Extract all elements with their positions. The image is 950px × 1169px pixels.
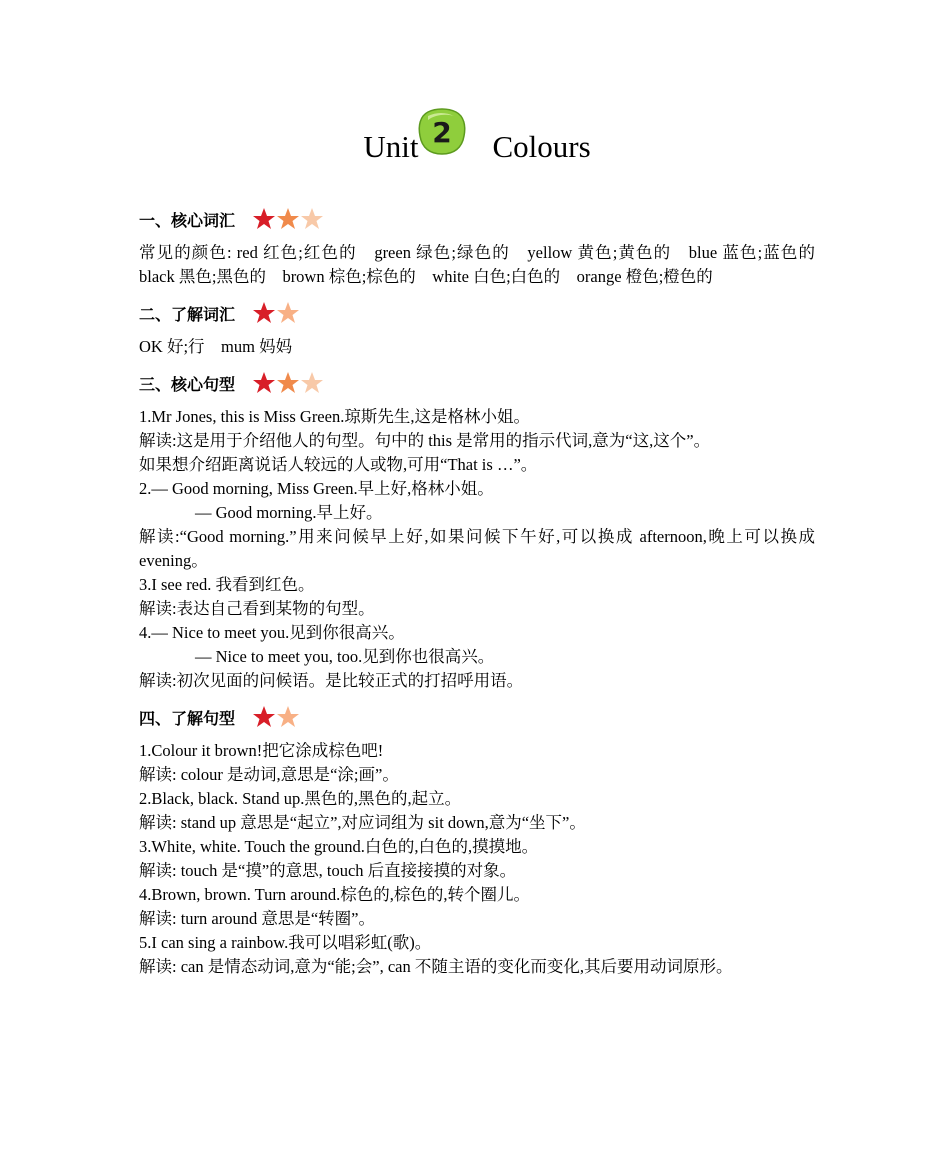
explanation: 如果想介绍距离说话人较远的人或物,可用“That is …”。 [139,455,538,474]
star-icon [251,371,277,395]
sentence-item: 2.Black, black. Stand up.黑色的,黑色的,起立。 [139,789,462,808]
explanation: 解读:这是用于介绍他人的句型。句中的 this 是常用的指示代词,意为“这,这个”。 [139,431,711,450]
explanation: 解读: stand up 意思是“起立”,对应词组为 sit down,意为“坐下”。 [139,813,586,832]
vocabulary-text: 常见的颜色: red 红色;红色的 green 绿色;绿色的 yellow 黄色;黄色的 blue 蓝色;蓝色的 black 黑色;黑色的 brown 棕色;棕色的 white 白色;白色的 orange 橙色;橙色的 [139,243,832,286]
sentence-reply: — Nice to meet you, too.见到你也很高兴。 [195,647,495,666]
star-icon [251,207,277,231]
explanation: 解读: touch 是“摸”的意思, touch 后直接接摸的对象。 [139,861,517,880]
explanation: 解读: turn around 意思是“转圈”。 [139,909,376,928]
difficulty-stars [251,705,299,729]
star-icon [275,371,301,395]
star-icon [275,301,301,325]
star-icon [299,371,325,395]
unit-label: Unit [363,128,419,164]
unit-title [139,114,815,174]
explanation: 解读:初次见面的问候语。是比较正式的打招呼用语。 [139,671,524,690]
star-icon [251,301,277,325]
sentence-reply: — Good morning.早上好。 [195,503,383,522]
content [139,195,832,979]
section-heading-extra-vocabulary: 二、了解词汇 [139,297,815,329]
section-heading-extra-sentences: 四、了解句型 [139,701,815,733]
section-heading-core-vocabulary: 一、核心词汇 [139,203,815,235]
star-icon [275,207,301,231]
sentence-item: 1.Colour it brown!把它涂成棕色吧! [139,741,384,760]
sentence-item: 5.I can sing a rainbow.我可以唱彩虹(歌)。 [139,933,432,952]
sentence-item: 4.— Nice to meet you.见到你很高兴。 [139,623,405,642]
sentence-item: 3.White, white. Touch the ground.白色的,白色的,摸摸地。 [139,837,539,856]
star-icon [275,705,301,729]
unit-number: 2 [432,115,453,149]
star-icon [251,705,277,729]
extra-vocabulary-text: OK 好;行 mum 妈妈 [139,337,293,356]
difficulty-stars [251,371,323,395]
explanation: 解读:表达自己看到某物的句型。 [139,599,375,618]
sentence-item: 2.— Good morning, Miss Green.早上好,格林小姐。 [139,479,494,498]
difficulty-stars [251,207,323,231]
sentence-item: 3.I see red. 我看到红色。 [139,575,315,594]
explanation: 解读:“Good morning.”用来问候早上好,如果问候下午好,可以换成 afternoon,晚上可以换成 evening。 [139,527,815,570]
star-icon [299,207,325,231]
sentence-item: 4.Brown, brown. Turn around.棕色的,棕色的,转个圈儿。 [139,885,530,904]
difficulty-stars [251,301,299,325]
section-heading-core-sentences: 三、核心句型 [139,367,815,399]
explanation: 解读: colour 是动词,意思是“涂;画”。 [139,765,399,784]
unit-name: Colours [492,128,591,164]
unit-number-badge [418,108,462,152]
explanation: 解读: can 是情态动词,意为“能;会”, can 不随主语的变化而变化,其后要用动词原形。 [139,957,733,976]
sentence-item: 1.Mr Jones, this is Miss Green.琼斯先生,这是格林小姐。 [139,407,530,426]
